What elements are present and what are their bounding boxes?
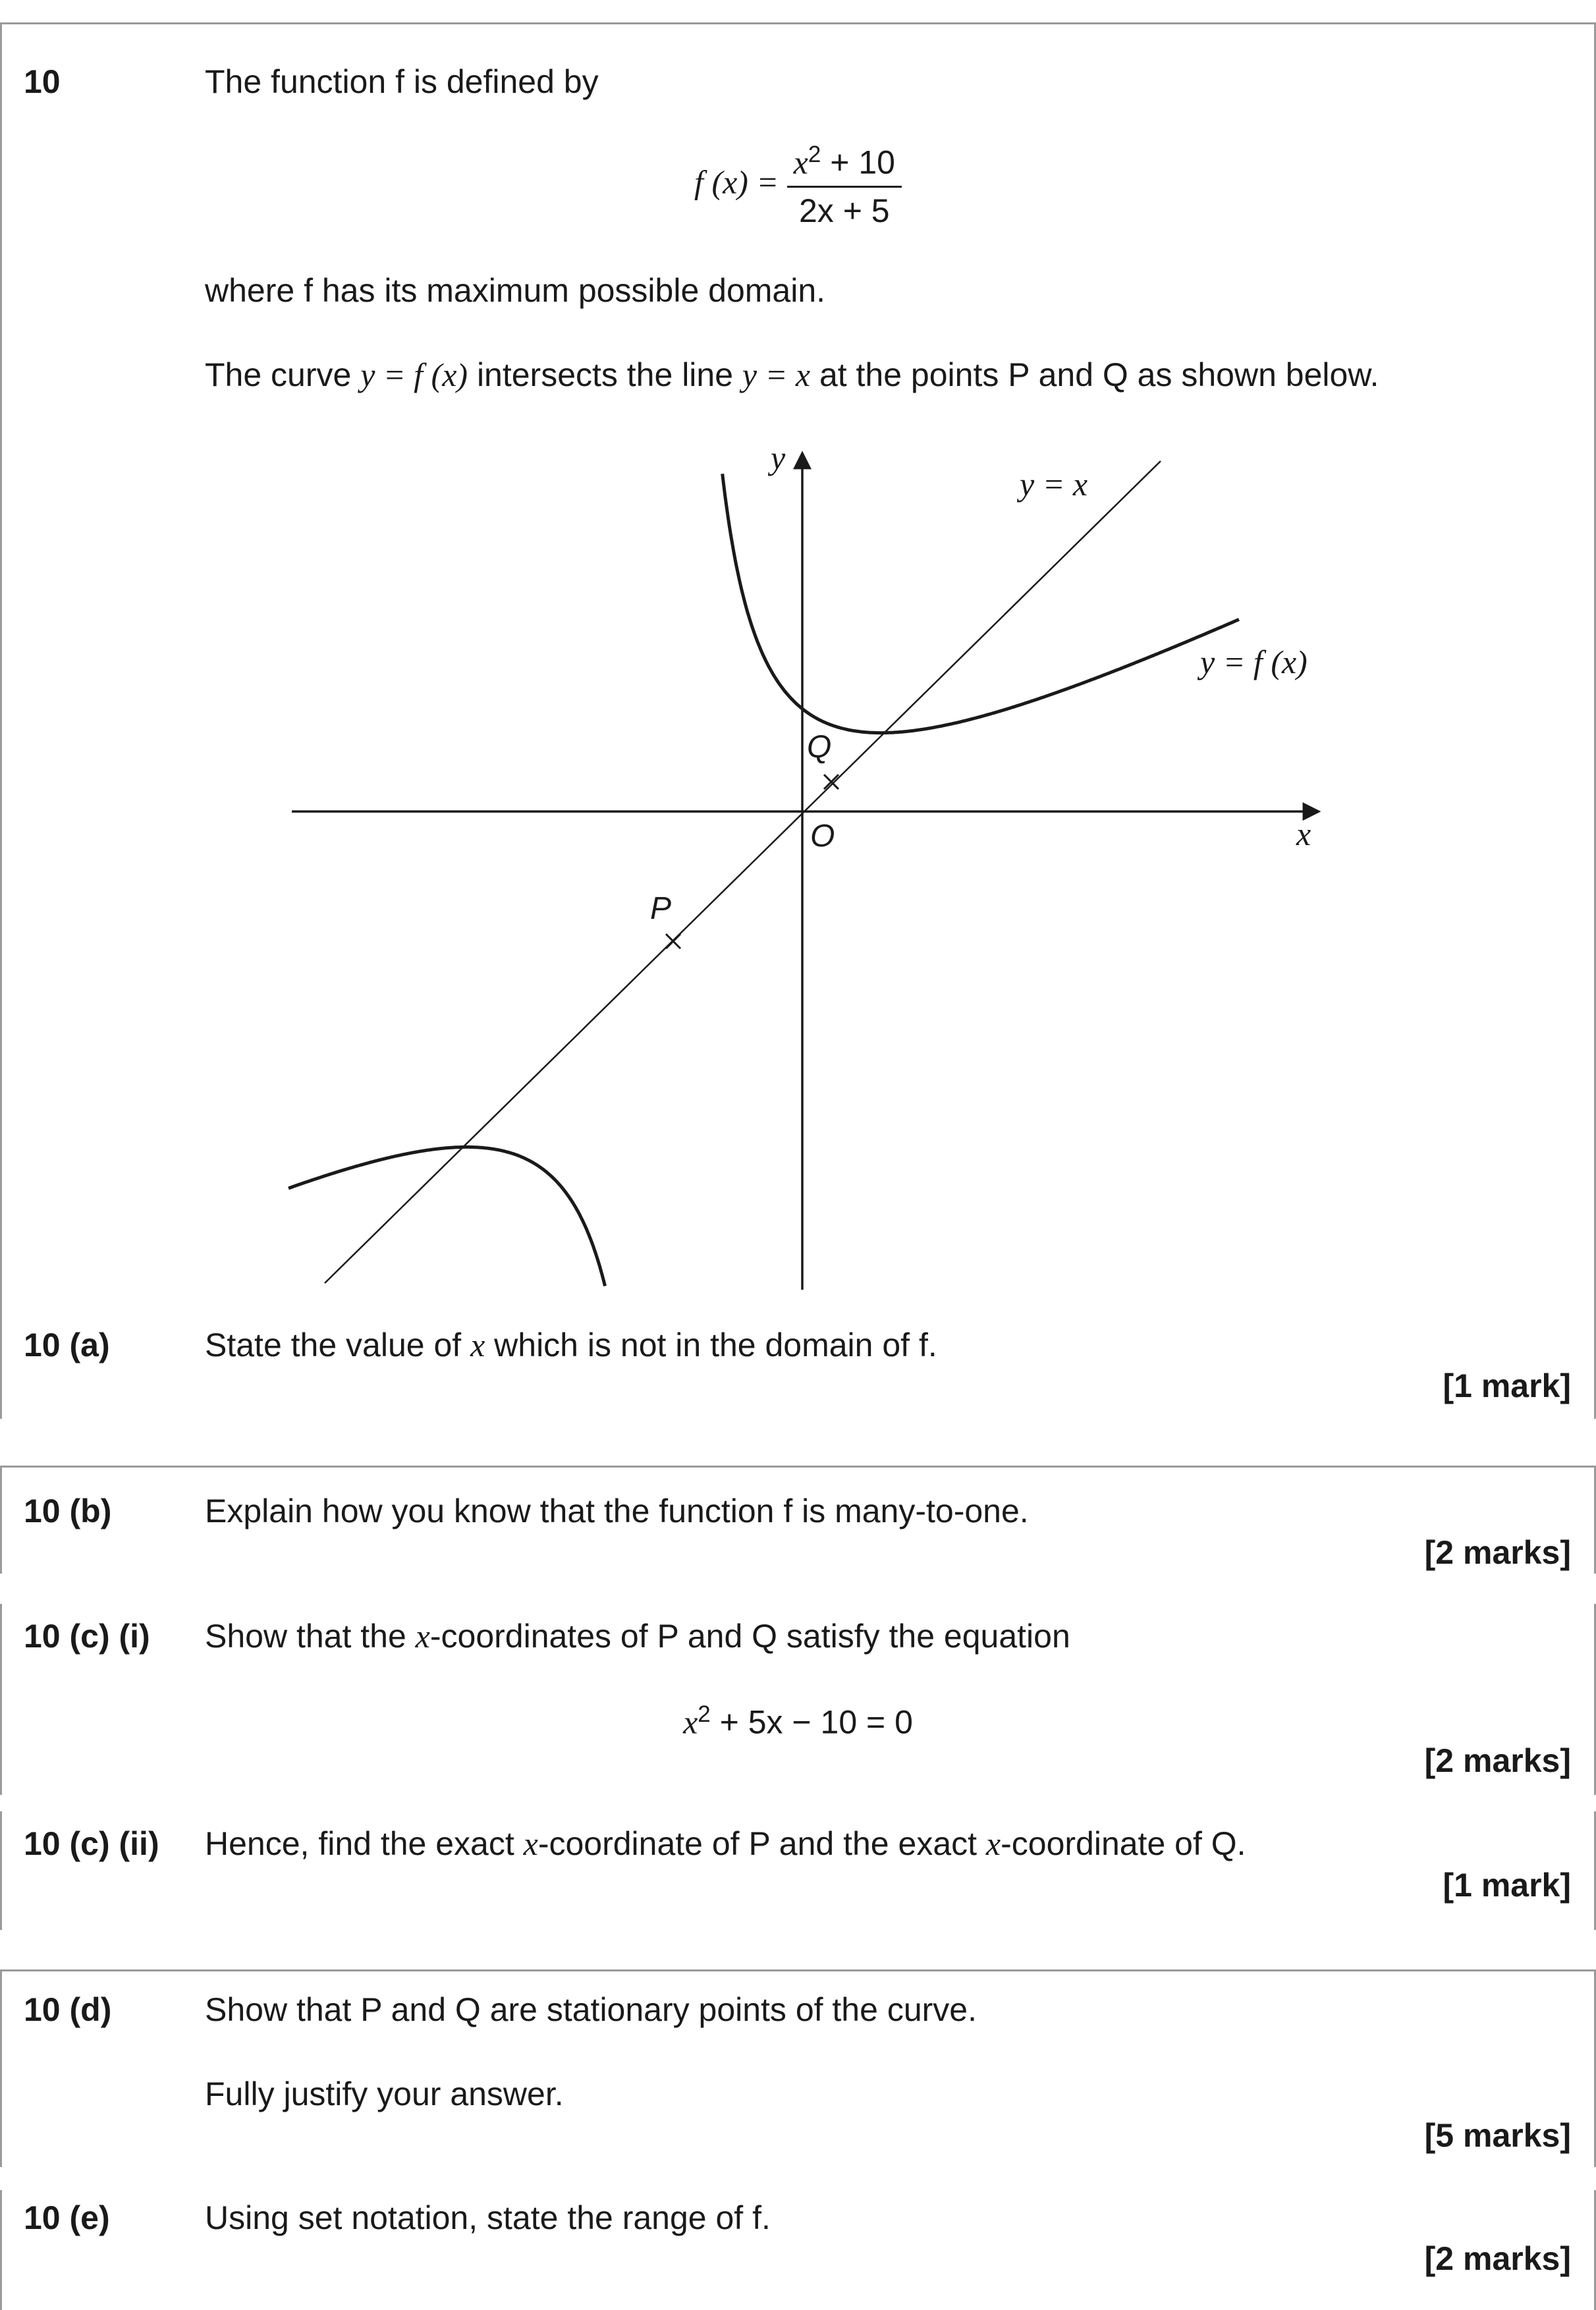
- part-d-text: Show that P and Q are stationary points of the curve.: [205, 1991, 977, 2028]
- part-e-text: Using set notation, state the range of f.: [205, 2199, 771, 2236]
- part-a-label: 10 (a): [24, 1327, 110, 1363]
- part-c-i-label: 10 (c) (i): [24, 1618, 150, 1655]
- part-c-i-text: Show that the x-coordinates of P and Q satisfy the equation: [205, 1618, 1070, 1655]
- y-axis-label: y: [771, 439, 786, 476]
- function-lhs: f (x) =: [694, 163, 779, 201]
- quadratic-equation: $x^2 + 5x - 10 = 0$: [683, 1701, 913, 1741]
- part-c-ii-text: Hence, find the exact x-coordinate of P and the exact x-coordinate of Q.: [205, 1825, 1246, 1862]
- curve-left-branch: [289, 1147, 605, 1286]
- line-y-equals-x: [325, 461, 1161, 1283]
- point-p-marker: [666, 934, 680, 949]
- line-label: y = x: [1020, 466, 1088, 503]
- part-e-marks: [2 marks]: [1424, 2240, 1571, 2277]
- function-denominator: 2x + 5: [799, 192, 890, 229]
- point-q-label: Q: [807, 730, 832, 765]
- point-q-marker: [824, 775, 839, 789]
- function-numerator: $x^2 + 10$: [787, 142, 902, 188]
- origin-label: O: [810, 819, 835, 854]
- part-d-label: 10 (d): [24, 1991, 112, 2028]
- part-c-i-marks: [2 marks]: [1424, 1742, 1571, 1779]
- part-d-text-2: Fully justify your answer.: [205, 2076, 564, 2112]
- part-b-label: 10 (b): [24, 1493, 112, 1529]
- part-b-text: Explain how you know that the function f is many-to-one.: [205, 1493, 1029, 1529]
- part-c-ii-marks: [1 mark]: [1443, 1867, 1571, 1904]
- curve-expression: y = f (x): [360, 356, 468, 393]
- line-expression: y = x: [742, 356, 811, 393]
- point-p-label: P: [650, 891, 672, 926]
- question-number: 10: [24, 63, 61, 100]
- x-axis-label: x: [1296, 815, 1311, 852]
- domain-note: where f has its maximum possible domain.: [205, 272, 826, 309]
- part-a-marks: [1 mark]: [1443, 1367, 1571, 1404]
- curve-right-branch: [723, 474, 1239, 732]
- question-intro: The function f is defined by: [205, 63, 599, 100]
- part-b-marks: [2 marks]: [1424, 1534, 1571, 1571]
- part-e-label: 10 (e): [24, 2199, 110, 2236]
- part-c-ii-label: 10 (c) (ii): [24, 1825, 159, 1862]
- curve-label: y = f (x): [1200, 644, 1307, 680]
- part-d-marks: [5 marks]: [1424, 2117, 1571, 2154]
- intersection-statement: The curve y = f (x) intersects the line y = x at the points P and Q as shown below.: [205, 356, 1379, 393]
- part-a-text: State the value of x which is not in the domain of f.: [205, 1327, 937, 1363]
